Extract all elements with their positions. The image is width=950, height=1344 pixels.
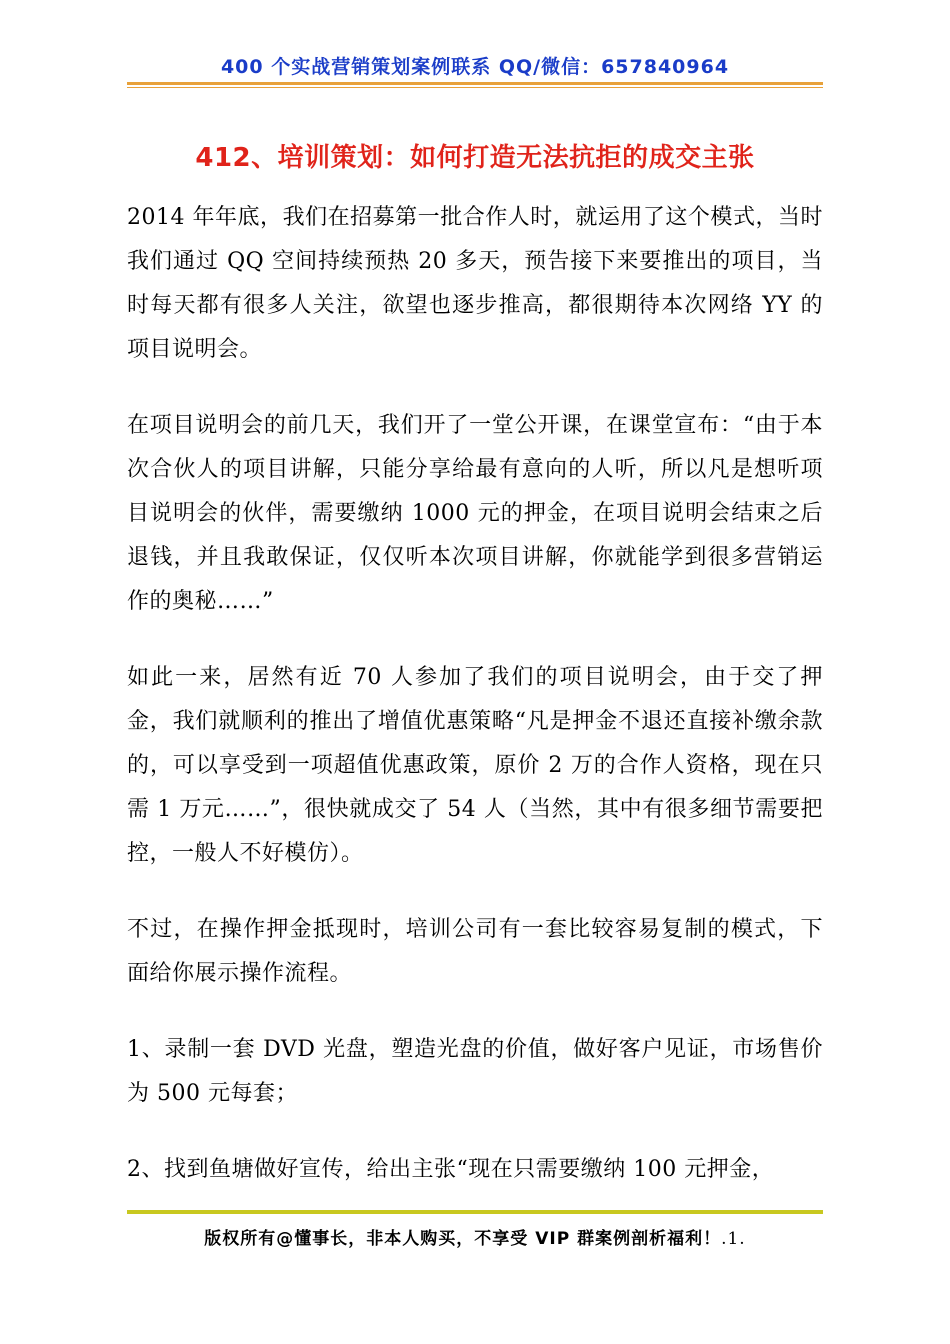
paragraph-2: 在项目说明会的前几天，我们开了一堂公开课，在课堂宣布：“由于本次合伙人的项目讲解，只能分享给最有意向的人听，所以凡是想听项目说明会的伙伴，需要缴纳 1000 元的押金，在项目说明会结束之后退钱，并且我敢保证，仅仅听本次项目讲解，你就能学到很多营销运作的奥秘……” xyxy=(127,413,823,614)
paragraph-3: 如此一来，居然有近 70 人参加了我们的项目说明会，由于交了押金，我们就顺利的推出了增值优惠策略“凡是押金不退还直接补缴余款的，可以享受到一项超值优惠政策，原价 2 万的合作人资格，现在只需 1 万元……”，很快就成交了 54 人（当然，其中有很多细节需要把控，一般人不好模仿）。 xyxy=(127,665,823,866)
header-divider-thin xyxy=(127,87,823,88)
footer-divider xyxy=(127,1210,823,1214)
list-item-2: 2、找到鱼塘做好宣传，给出主张“现在只需要缴纳 100 元押金， xyxy=(127,1157,775,1182)
list-item-1: 1、录制一套 DVD 光盘，塑造光盘的价值，做好客户见证，市场售价为 500 元每套； xyxy=(127,1037,823,1106)
page-footer xyxy=(127,1224,823,1249)
paragraph-4: 不过，在操作押金抵现时，培训公司有一套比较容易复制的模式，下面给你展示操作流程。 xyxy=(127,917,823,986)
document-body xyxy=(127,196,823,1224)
header-divider xyxy=(127,82,823,85)
footer-copyright: 版权所有@懂事长，非本人购买，不享受 VIP 群案例剖析福利！ xyxy=(204,1229,722,1249)
paragraph-1: 2014 年年底，我们在招募第一批合作人时，就运用了这个模式，当时我们通过 QQ 空间持续预热 20 多天，预告接下来要推出的项目，当时每天都有很多人关注，欲望也逐步推高，都很期待本次网络 YY 的项目说明会。 xyxy=(127,205,823,362)
page-number: .1. xyxy=(721,1229,746,1249)
page-header: 400 个实战营销策划案例联系 QQ/微信：657840964 xyxy=(220,56,730,78)
document-title: 412、培训策划：如何打造无法抗拒的成交主张 xyxy=(195,143,755,173)
